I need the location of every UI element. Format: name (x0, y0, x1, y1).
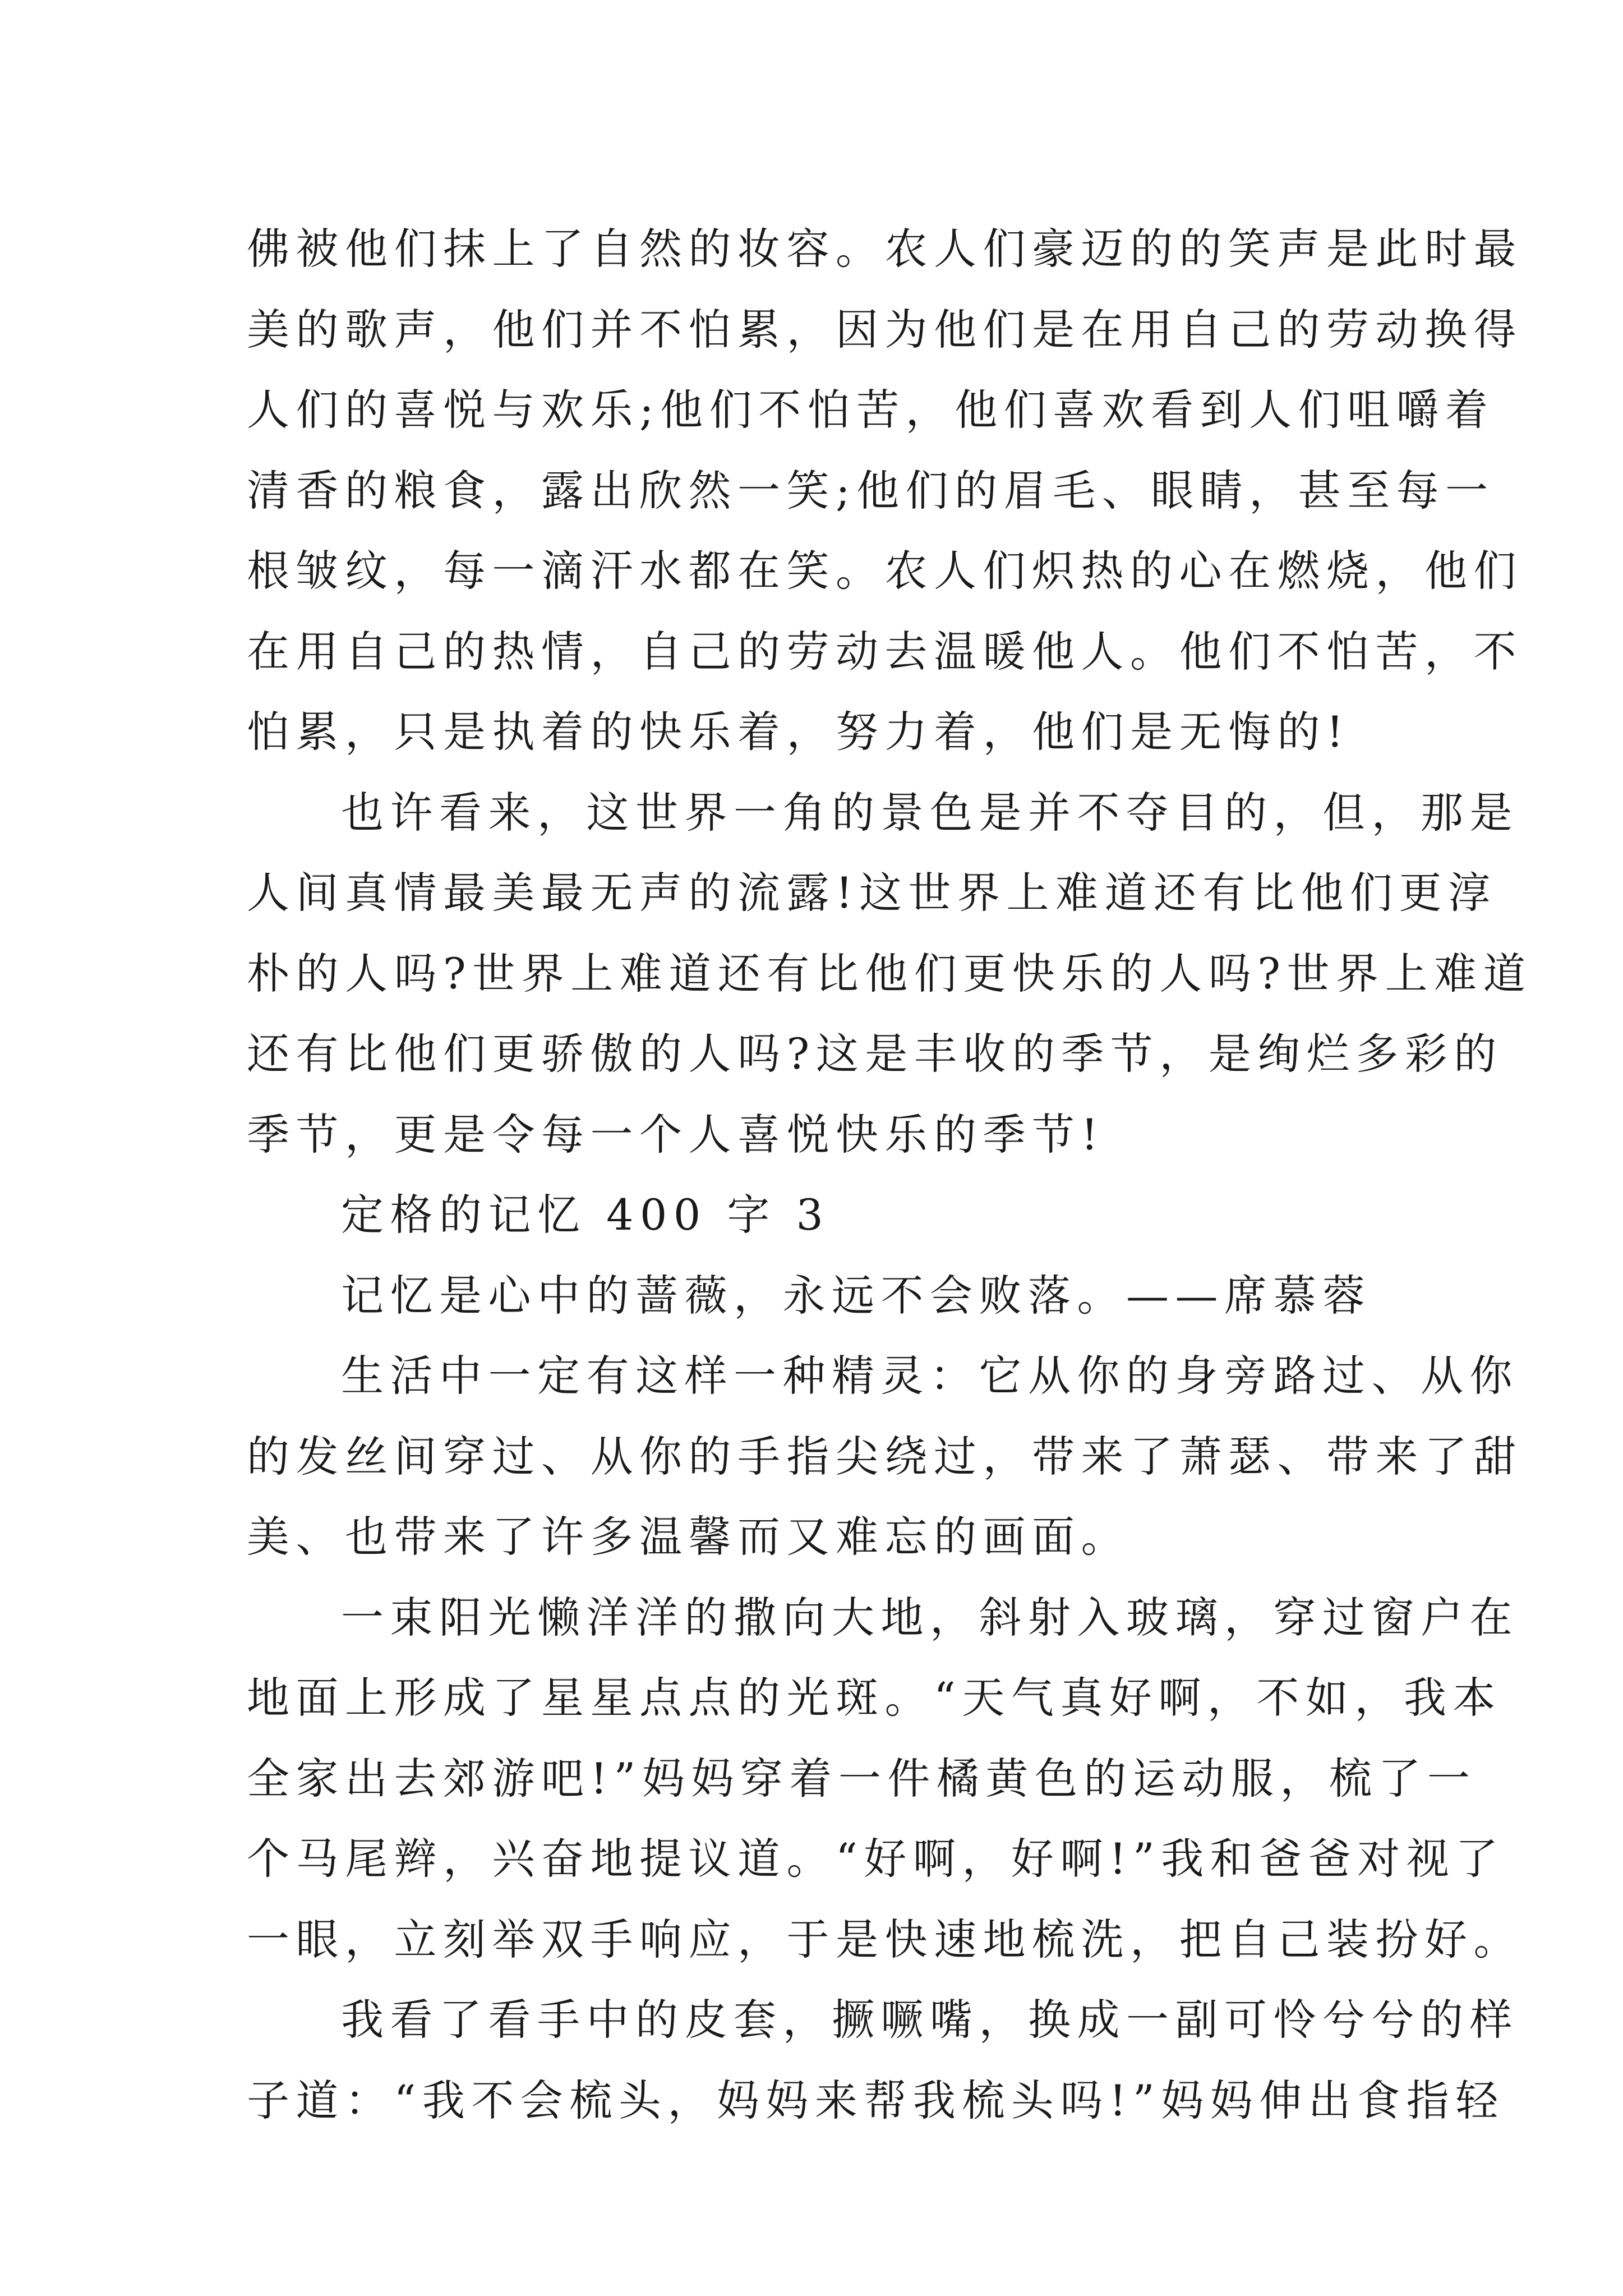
section-heading: 定格的记忆 400 字 3 (341, 1190, 830, 1240)
text-line: 根皱纹，每一滴汗水都在笑。农人们炽热的心在燃烧，他们 (247, 546, 1523, 596)
paragraph-first-line: 我看了看手中的皮套，撅噘嘴，换成一副可怜兮兮的样 (341, 1995, 1519, 2045)
text-line: 美的歌声，他们并不怕累，因为他们是在用自己的劳动换得 (247, 304, 1523, 355)
paragraph-first-line: 也许看来，这世界一角的景色是并不夺目的，但，那是 (341, 787, 1519, 838)
text-line: 在用自己的热情，自己的劳动去温暖他人。他们不怕苦，不 (247, 626, 1523, 677)
text-line: 美、也带来了许多温馨而又难忘的画面。 (247, 1512, 1130, 1562)
text-line: 人间真情最美最无声的流露!这世界上难道还有比他们更淳 (247, 868, 1497, 918)
text-line: 佛被他们抹上了自然的妆容。农人们豪迈的的笑声是此时最 (247, 224, 1523, 274)
text-line: 季节，更是令每一个人喜悦快乐的季节! (247, 1109, 1105, 1159)
text-line: 清香的粮食，露出欣然一笑;他们的眉毛、眼睛，甚至每一 (247, 465, 1495, 516)
text-line: 个马尾辫，兴奋地提议道。“好啊，好啊!”我和爸爸对视了 (247, 1834, 1505, 1884)
text-line: 人们的喜悦与欢乐;他们不怕苦，他们喜欢看到人们咀嚼着 (247, 385, 1495, 435)
text-line: 的发丝间穿过、从你的手指尖绕过，带来了萧瑟、带来了甜 (247, 1431, 1523, 1481)
text-line: 一眼，立刻举双手响应，于是快速地梳洗，把自己装扮好。 (247, 1914, 1523, 1964)
text-line: 全家出去郊游吧!”妈妈穿着一件橘黄色的运动服，梳了一 (247, 1753, 1477, 1803)
paragraph-first-line: 生活中一定有这样一种精灵：它从你的身旁路过、从你 (341, 1351, 1519, 1401)
paragraph-first-line: 一束阳光懒洋洋的撒向大地，斜射入玻璃，穿过窗户在 (341, 1592, 1519, 1642)
text-line: 子道：“我不会梳头，妈妈来帮我梳头吗!”妈妈伸出食指轻 (247, 2075, 1505, 2125)
text-line: 还有比他们更骄傲的人吗?这是丰收的季节，是绚烂多彩的 (247, 1029, 1503, 1079)
epigraph-quote: 记忆是心中的蔷薇，永远不会败落。——席慕蓉 (341, 1270, 1372, 1320)
text-line: 地面上形成了星星点点的光斑。“天气真好啊，不如，我本 (247, 1673, 1502, 1723)
text-line: 朴的人吗?世界上难道还有比他们更快乐的人吗?世界上难道 (247, 948, 1532, 999)
document-body (247, 209, 1532, 2141)
text-line: 怕累，只是执着的快乐着，努力着，他们是无悔的! (247, 707, 1350, 757)
